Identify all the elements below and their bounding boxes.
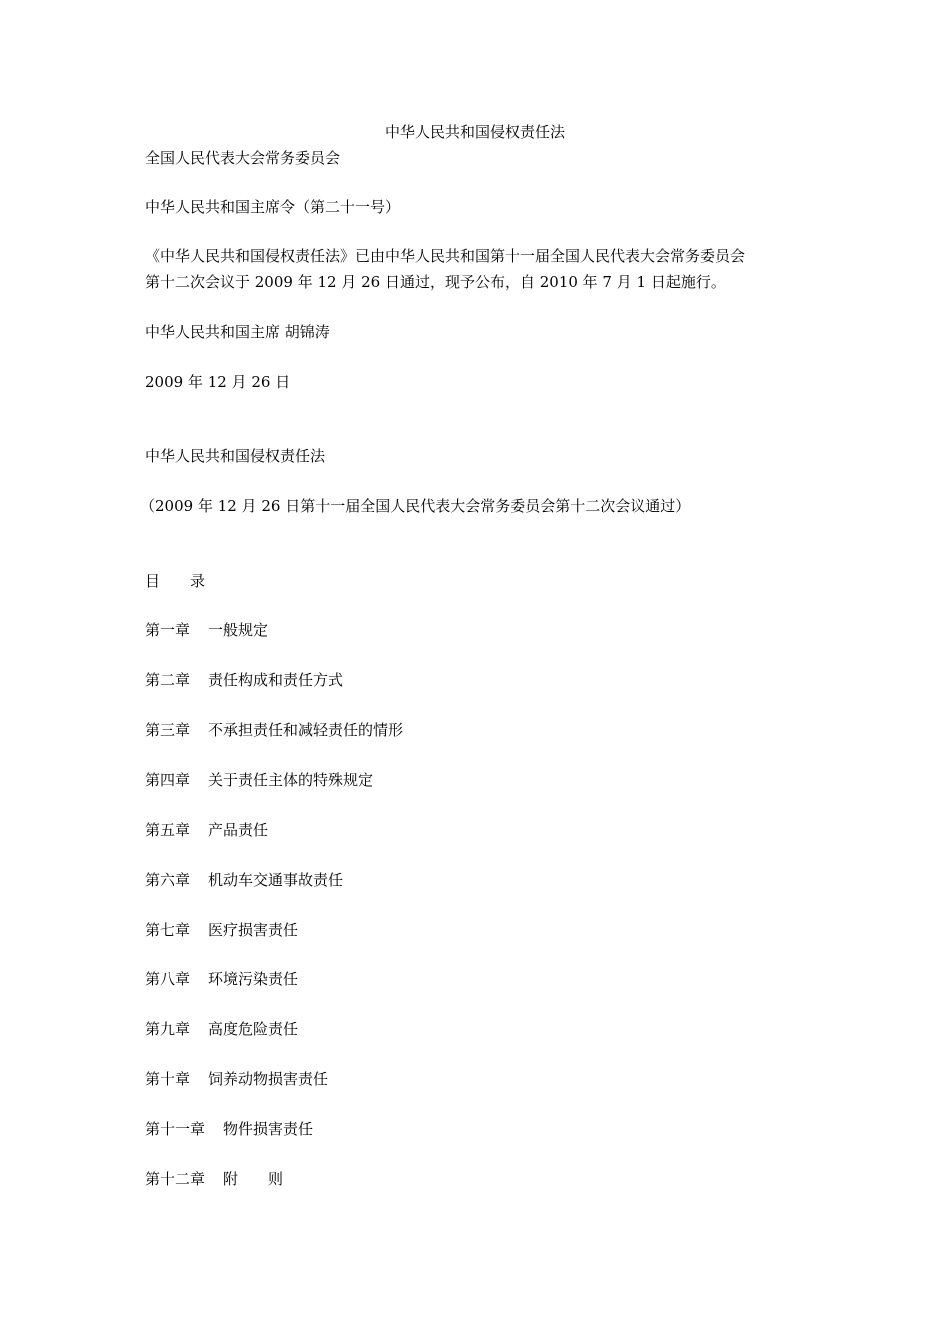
toc-chapter-title: 物件损害责任 <box>223 1120 314 1138</box>
toc-chapter-title: 产品责任 <box>208 821 269 839</box>
toc-item <box>145 1169 283 1189</box>
document-title: 中华人民共和国侵权责任法 <box>384 123 565 141</box>
toc-chapter-title: 环境污染责任 <box>208 970 299 988</box>
toc-chapter-title: 不承担责任和减轻责任的情形 <box>208 721 404 739</box>
announcement-line-2: 第十二次会议于 2009 年 12 月 26 日通过，现予公布，自 2010 年 7 月 1 日起施行。 <box>145 273 726 291</box>
toc-chapter-number: 第四章 <box>145 771 191 789</box>
toc-chapter-title: 一般规定 <box>208 621 269 639</box>
toc-item <box>145 620 268 640</box>
toc-chapter-number: 第五章 <box>145 821 191 839</box>
signature-date: 2009 年 12 月 26 日 <box>145 373 291 391</box>
toc-item <box>145 720 403 740</box>
toc-chapter-title: 机动车交通事故责任 <box>208 871 344 889</box>
toc-chapter-number: 第九章 <box>145 1020 191 1038</box>
toc-item <box>145 820 268 840</box>
toc-chapter-title: 关于责任主体的特殊规定 <box>208 771 374 789</box>
signatory: 中华人民共和国主席 胡锦涛 <box>145 323 330 341</box>
presidential-order: 中华人民共和国主席令（第二十一号） <box>145 198 401 216</box>
toc-chapter-number: 第二章 <box>145 671 191 689</box>
toc-item <box>145 1069 328 1089</box>
toc-item <box>145 670 343 690</box>
announcement-line-1: 《中华人民共和国侵权责任法》已由中华人民共和国第十一届全国人民代表大会常务委员会 <box>145 247 746 265</box>
toc-item <box>145 920 298 940</box>
toc-chapter-number: 第十一章 <box>145 1120 206 1138</box>
toc-chapter-number: 第八章 <box>145 970 191 988</box>
law-title: 中华人民共和国侵权责任法 <box>145 447 326 465</box>
toc-item <box>145 770 373 790</box>
issuer-line: 全国人民代表大会常务委员会 <box>145 149 341 167</box>
toc-item <box>145 870 343 890</box>
toc-chapter-title: 医疗损害责任 <box>208 921 299 939</box>
toc-chapter-number: 第七章 <box>145 921 191 939</box>
toc-chapter-number: 第十章 <box>145 1070 191 1088</box>
toc-chapter-number: 第十二章 <box>145 1170 206 1188</box>
toc-item <box>145 1119 313 1139</box>
toc-chapter-title: 高度危险责任 <box>208 1020 299 1038</box>
toc-item <box>145 1019 298 1039</box>
toc-chapter-number: 第六章 <box>145 871 191 889</box>
toc-chapter-title: 饲养动物损害责任 <box>208 1070 329 1088</box>
toc-chapter-title: 责任构成和责任方式 <box>208 671 344 689</box>
toc-chapter-number: 第三章 <box>145 721 191 739</box>
toc-chapter-number: 第一章 <box>145 621 191 639</box>
adoption-note: （2009 年 12 月 26 日第十一届全国人民代表大会常务委员会第十二次会议通过） <box>140 497 691 515</box>
toc-item <box>145 969 298 989</box>
toc-chapter-title: 附 则 <box>223 1170 284 1188</box>
toc-heading: 目 录 <box>145 572 206 590</box>
